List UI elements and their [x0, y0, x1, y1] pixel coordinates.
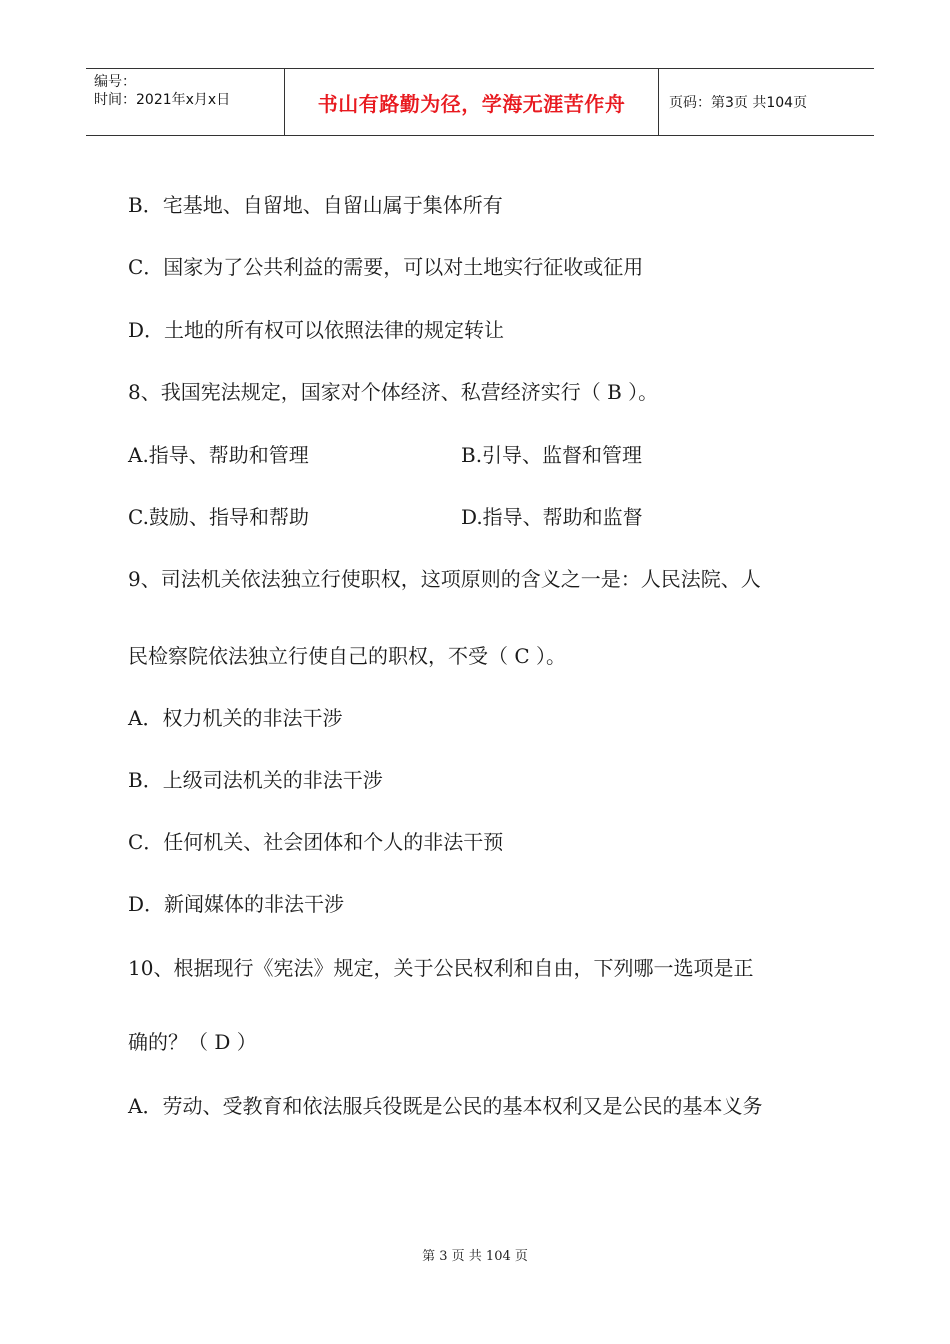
q10-option-a: A．劳动、受教育和依法服兵役既是公民的基本权利又是公民的基本义务 [128, 1094, 763, 1118]
question-9-line-1: 9、司法机关依法独立行使职权，这项原则的含义之一是：人民法院、人 [128, 567, 761, 591]
page-footer: 第 3 页 共 104 页 [422, 1249, 528, 1264]
q8-option-b: B.引导、监督和管理 [461, 443, 643, 467]
q8-option-a: A.指导、帮助和管理 [128, 443, 309, 467]
q9-option-c: C．任何机关、社会团体和个人的非法干预 [128, 830, 504, 854]
question-10-line-2: 确的？（ D ） [128, 1030, 257, 1054]
q9-option-d: D．新闻媒体的非法干涉 [128, 892, 345, 916]
q9-option-b: B．上级司法机关的非法干涉 [128, 768, 383, 792]
option-line: C．国家为了公共利益的需要，可以对土地实行征收或征用 [128, 255, 644, 279]
page-header [86, 68, 874, 136]
q9-option-a: A．权力机关的非法干涉 [128, 706, 343, 730]
question-8: 8、我国宪法规定，国家对个体经济、私营经济实行（ B ）。 [128, 380, 659, 404]
question-10-line-1: 10、根据现行《宪法》规定，关于公民权利和自由，下列哪一选项是正 [128, 956, 754, 980]
q8-option-d: D.指导、帮助和监督 [461, 505, 643, 529]
header-meta [86, 69, 285, 135]
option-line: B．宅基地、自留地、自留山属于集体所有 [128, 193, 503, 217]
header-page-info: 页码：第3页 共104页 [669, 95, 808, 111]
q8-option-c: C.鼓励、指导和帮助 [128, 505, 309, 529]
header-motto: 书山有路勤为径，学海无涯苦作舟 [285, 69, 659, 135]
option-line: D．土地的所有权可以依照法律的规定转让 [128, 318, 505, 342]
document-number-label: 编号： [94, 74, 136, 90]
question-9-line-2: 民检察院依法独立行使自己的职权，不受（ C ）。 [128, 644, 567, 668]
document-time-label: 时间：2021年x月x日 [94, 92, 231, 108]
